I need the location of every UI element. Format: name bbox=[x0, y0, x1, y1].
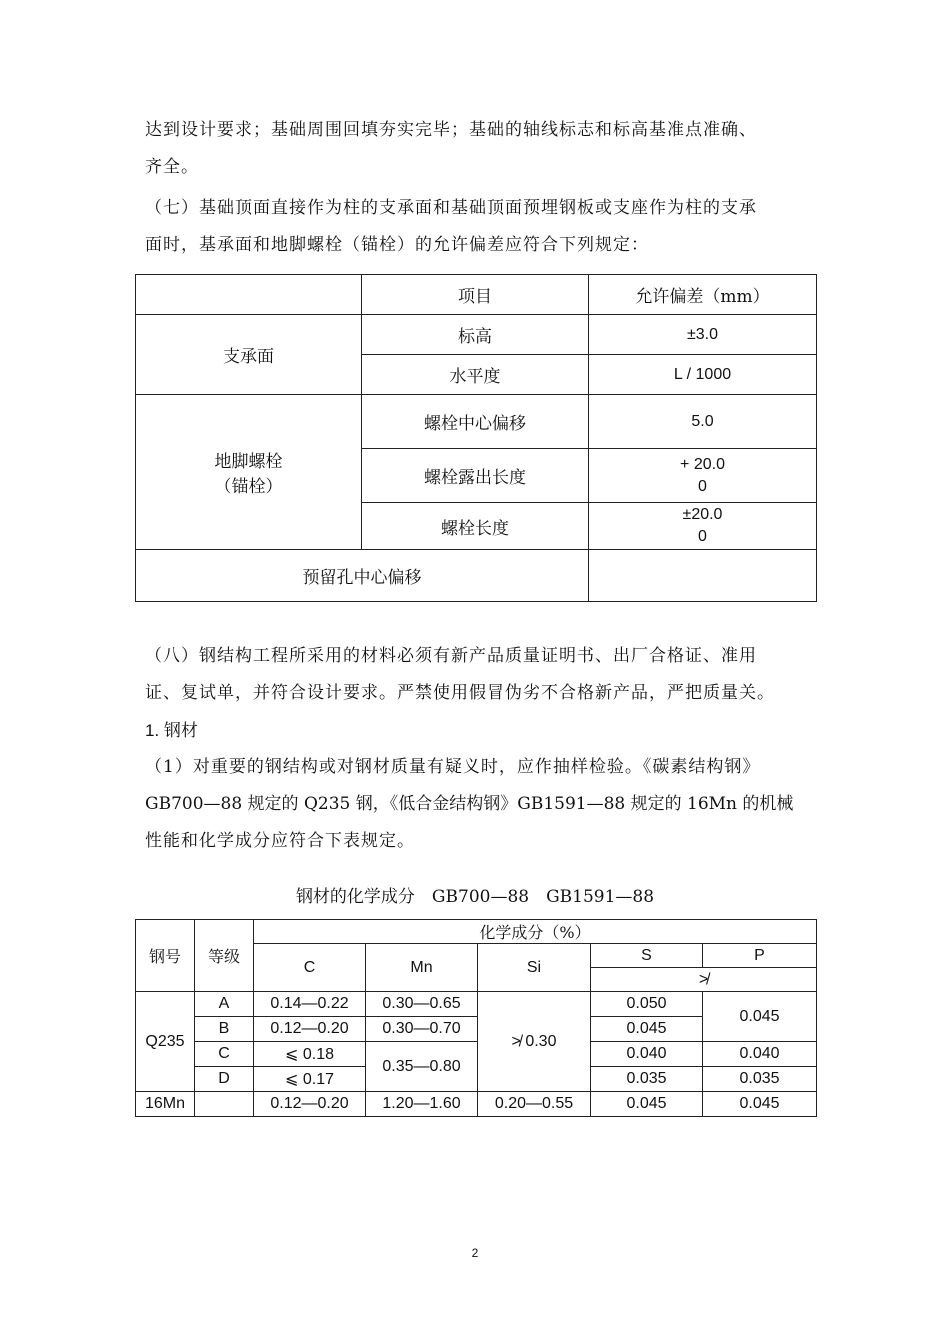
steel-q235: Q235 bbox=[136, 992, 195, 1092]
c-value: 0.12—0.20 bbox=[254, 1092, 366, 1117]
text-line: 达到设计要求；基础周围回填夯实完毕；基础的轴线标志和标高基准点准确、 bbox=[145, 120, 757, 140]
header-c: C bbox=[254, 944, 366, 992]
reserved-hole-offset-label: 预留孔中心偏移 bbox=[136, 550, 589, 602]
p-value: 0.035 bbox=[703, 1067, 817, 1092]
table-row bbox=[136, 550, 817, 602]
bolt-exposed-length-value bbox=[589, 449, 817, 503]
bearing-surface-label: 支承面 bbox=[136, 315, 362, 395]
s-value: 0.045 bbox=[591, 1017, 703, 1042]
levelness-value: L / 1000 bbox=[589, 355, 817, 395]
header-grade: 等级 bbox=[195, 920, 254, 992]
paragraph-foundation-requirements bbox=[145, 112, 815, 186]
table-row bbox=[136, 1092, 817, 1117]
levelness-label: 水平度 bbox=[362, 355, 589, 395]
text-line: 性能和化学成分应符合下表规定。 bbox=[145, 831, 415, 851]
bolt-length-label: 螺栓长度 bbox=[362, 503, 589, 550]
text-line: （七）基础顶面直接作为柱的支承面和基础顶面预埋钢板或支座作为柱的支承 bbox=[145, 198, 757, 218]
bolt-exposed-length-lower: 0 bbox=[698, 477, 707, 495]
bolt-length-value bbox=[589, 503, 817, 550]
table-cell-empty bbox=[136, 275, 362, 315]
tolerance-table bbox=[135, 274, 817, 602]
anchor-bolt-label bbox=[136, 395, 362, 550]
text-line: GB700—88 规定的 Q235 钢，《低合金结构钢》GB1591—88 规定的 16Mn 的机械 bbox=[145, 794, 794, 814]
grade-b: B bbox=[195, 1017, 254, 1042]
elevation-label: 标高 bbox=[362, 315, 589, 355]
elevation-value: ±3.0 bbox=[589, 315, 817, 355]
table-row bbox=[136, 992, 817, 1017]
mn-value-cd: 0.35—0.80 bbox=[366, 1042, 478, 1092]
table-row bbox=[136, 1042, 817, 1067]
bolt-center-offset-label: 螺栓中心偏移 bbox=[362, 395, 589, 449]
grade-16mn bbox=[195, 1092, 254, 1117]
paragraph-section-7 bbox=[145, 190, 815, 264]
text-line: 面时，基承面和地脚螺栓（锚栓）的允许偏差应符合下列规定： bbox=[145, 235, 649, 255]
bolt-exposed-length-upper: + 20.0 bbox=[680, 455, 725, 473]
bolt-length-upper: ±20.0 bbox=[682, 506, 723, 523]
header-mn: Mn bbox=[366, 944, 478, 992]
grade-d: D bbox=[195, 1067, 254, 1092]
s-value: 0.040 bbox=[591, 1042, 703, 1067]
header-chemical-composition: 化学成分（%） bbox=[254, 920, 817, 944]
header-not-greater-than: ≯ bbox=[591, 968, 817, 992]
grade-a: A bbox=[195, 992, 254, 1017]
table-row bbox=[136, 395, 817, 449]
mn-value: 0.30—0.65 bbox=[366, 992, 478, 1017]
text-line: （1）对重要的钢结构或对钢材质量有疑义时，应作抽样检验。《碳素结构钢》 bbox=[145, 757, 761, 777]
si-value: 0.20—0.55 bbox=[478, 1092, 591, 1117]
mn-value: 1.20—1.60 bbox=[366, 1092, 478, 1117]
text-line: 齐全。 bbox=[145, 157, 199, 177]
table-row bbox=[136, 920, 817, 944]
reserved-hole-offset-value bbox=[589, 550, 817, 602]
c-value: 0.14—0.22 bbox=[254, 992, 366, 1017]
paragraph-section-8 bbox=[145, 638, 815, 860]
chemical-composition-table bbox=[135, 919, 817, 1117]
bolt-length-lower: 0 bbox=[698, 528, 707, 545]
chem-table-caption: 钢材的化学成分 GB700—88 GB1591—88 bbox=[295, 887, 655, 907]
header-si: Si bbox=[478, 944, 591, 992]
bolt-center-offset-value: 5.0 bbox=[589, 395, 817, 449]
subheading-steel: 1. 钢材 bbox=[145, 721, 198, 740]
table-row bbox=[136, 315, 817, 355]
header-steel-no: 钢号 bbox=[136, 920, 195, 992]
bolt-exposed-length-label: 螺栓露出长度 bbox=[362, 449, 589, 503]
si-value-q235: ≯ 0.30 bbox=[478, 992, 591, 1092]
anchor-bolt-label-line2: （锚栓） bbox=[214, 477, 283, 497]
header-s: S bbox=[591, 944, 703, 968]
grade-c: C bbox=[195, 1042, 254, 1067]
c-value: ⩽ 0.17 bbox=[254, 1067, 366, 1092]
steel-16mn: 16Mn bbox=[136, 1092, 195, 1117]
c-value: 0.12—0.20 bbox=[254, 1017, 366, 1042]
p-value: 0.040 bbox=[703, 1042, 817, 1067]
p-value: 0.045 bbox=[703, 1092, 817, 1117]
mn-value: 0.30—0.70 bbox=[366, 1017, 478, 1042]
header-p: P bbox=[703, 944, 817, 968]
page-number: 2 bbox=[471, 1246, 479, 1260]
header-item: 项目 bbox=[362, 275, 589, 315]
header-tolerance: 允许偏差（mm） bbox=[589, 275, 817, 315]
s-value: 0.050 bbox=[591, 992, 703, 1017]
text-line: 证、复试单，并符合设计要求。严禁使用假冒伪劣不合格新产品，严把质量关。 bbox=[145, 683, 775, 703]
p-value-ab: 0.045 bbox=[703, 992, 817, 1042]
s-value: 0.035 bbox=[591, 1067, 703, 1092]
c-value: ⩽ 0.18 bbox=[254, 1042, 366, 1067]
s-value: 0.045 bbox=[591, 1092, 703, 1117]
table-row bbox=[136, 275, 817, 315]
anchor-bolt-label-line1: 地脚螺栓 bbox=[214, 452, 283, 472]
text-line: （八）钢结构工程所采用的材料必须有新产品质量证明书、出厂合格证、准用 bbox=[145, 646, 757, 666]
